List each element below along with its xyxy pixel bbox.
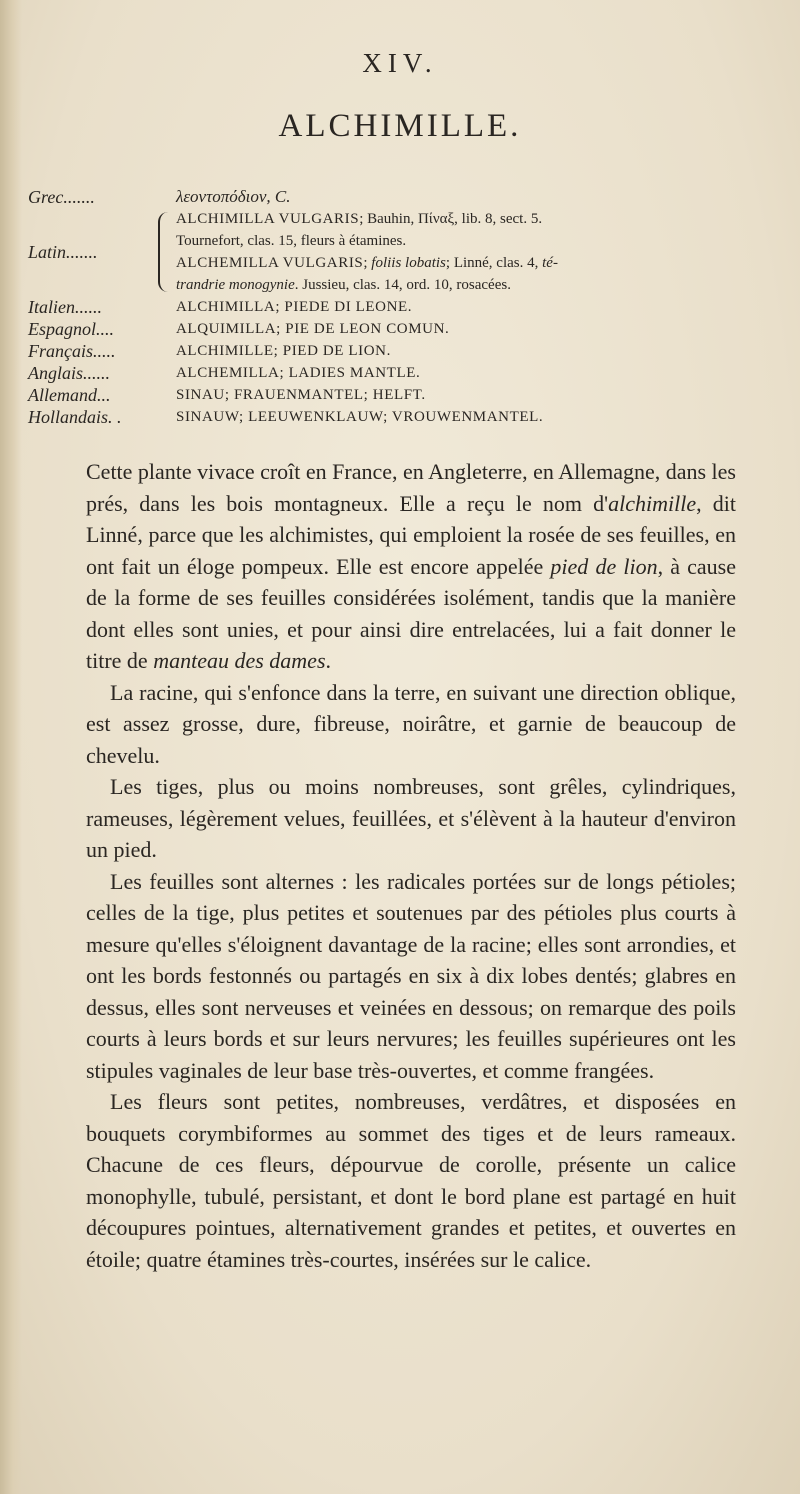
paragraph-feuilles: Les feuilles sont alternes : les radicales portées sur de longs pétioles; celles de la tige, plus petites et soutenues par des pétioles plus courts à mesure qu'elles s'éloignent davantage de la racine; elles sont arrondies, et ont les bords festonnés ou partagés en six à dix lobes dentés; glabres en dessus, elles sont nerveuses et veinées en dessous; on remarque des poils courts à leurs bords et sur leurs nervures; les feuilles supérieures ont les stipules vaginales de leur base très-ouvertes, et comme frangées.: [86, 868, 736, 1083]
paragraph-text: Cette plante vivace croît en France, en Angleterre, en Allemagne, dans les prés, dans les bois montagneux. Elle a reçu le nom d': [86, 459, 736, 516]
latin-name: ALCHIMILLA VULGARIS: [176, 211, 360, 227]
greek-work-title: Πίναξ: [417, 211, 455, 227]
latin-descriptor: té-: [542, 255, 558, 271]
paragraph-text: , à cause de la forme de ses feuilles considérées isolément, tandis que la manière dont elles sont unies, et pour ainsi dire entrelacées, lui a fait donner le titre de: [86, 553, 737, 673]
paragraph-text: .: [325, 648, 332, 673]
latin-synonym-lines: [176, 208, 558, 296]
synonym-value-anglais: ALCHEMILLA; LADIES MANTLE.: [176, 365, 421, 381]
italic-term: pied de lion: [550, 553, 658, 579]
plate-number: XIV.: [362, 48, 438, 78]
latin-line-2: Tournefort, clas. 15, fleurs à étamines.: [176, 233, 407, 249]
plant-name-heading: ALCHIMILLE.: [278, 108, 522, 144]
latin-descriptor: trandrie monogynie: [176, 277, 295, 293]
latin-descriptor: foliis lobatis: [371, 255, 446, 271]
synonym-row-italien: [28, 296, 788, 318]
synonym-value-hollandais: SINAUW; LEEUWENKLAUW; VROUWENMANTEL.: [176, 409, 544, 425]
italic-term: alchimille: [608, 490, 697, 516]
synonym-row-hollandais: [28, 406, 788, 428]
paragraph-habitat: [86, 456, 736, 677]
curly-brace: [158, 212, 172, 292]
language-label-latin: Latin.......: [28, 242, 98, 262]
paragraph-racine: La racine, qui s'enfonce dans la terre, en suivant une direction oblique, est assez grosse, dure, fibreuse, noirâtre, et garnie de beaucoup de chevelu.: [86, 679, 736, 768]
synonym-row-greek: [28, 186, 788, 208]
synonyms-table: [28, 186, 788, 428]
language-label-greek: Grec.......: [28, 187, 95, 207]
synonym-row-latin: [28, 208, 788, 296]
latin-line-4: [176, 274, 558, 296]
latin-citation: . Jussieu, clas. 14, ord. 10, rosacées.: [294, 277, 511, 293]
paragraph-fleurs: Les fleurs sont petites, nombreuses, verdâtres, et disposées en bouquets corymbiformes au sommet des tiges et de leurs rameaux. Chacune de ces fleurs, dépourvue de corolle, présente un calice monophylle, tubulé, persistant, et dont le bord plane est partagé en huit découpures pointues, alternativement grandes et petites, et ouvertes en étoile; quatre étamines très-courtes, insérées sur le calice.: [86, 1089, 736, 1272]
language-label-anglais: Anglais......: [28, 363, 111, 383]
synonym-value-allemand: SINAU; FRAUENMANTEL; HELFT.: [176, 387, 426, 403]
synonym-row-anglais: [28, 362, 788, 384]
language-label-hollandais: Hollandais. .: [28, 407, 122, 427]
italic-term: manteau des dames: [153, 648, 326, 673]
description-text: [86, 456, 736, 1275]
language-label-allemand: Allemand...: [28, 385, 111, 405]
latin-name: ALCHEMILLA VULGARIS: [176, 255, 364, 271]
synonym-value-francais: ALCHIMILLE; PIED DE LION.: [176, 343, 391, 359]
latin-citation: ; Linné, clas. 4,: [445, 255, 543, 271]
latin-citation: ;: [363, 255, 372, 271]
synonym-value-greek: λεοντοπόδιον, C.: [176, 187, 291, 206]
latin-citation: , lib. 8, sect. 5.: [454, 211, 543, 227]
paragraph-text: , dit Linné, parce que les alchimistes, qui emploient la rosée de ses feuilles, en ont fait un éloge pompeux. Elle est encore appelée: [86, 490, 736, 579]
language-label-francais: Français.....: [28, 341, 116, 361]
language-label-italien: Italien......: [28, 297, 102, 317]
paragraph-tiges: Les tiges, plus ou moins nombreuses, sont grêles, cylindriques, rameuses, légèrement velues, feuillées, et s'élèvent à la hauteur d'environ un pied.: [86, 774, 736, 862]
latin-line-3: [176, 252, 558, 274]
synonym-value-italien: ALCHIMILLA; PIEDE DI LEONE.: [176, 299, 413, 315]
latin-citation: ; Bauhin,: [359, 211, 418, 227]
synonym-row-francais: [28, 340, 788, 362]
latin-line-1: [176, 208, 558, 230]
synonym-row-espagnol: [28, 318, 788, 340]
language-label-espagnol: Espagnol....: [28, 319, 115, 339]
synonym-row-allemand: [28, 384, 788, 406]
page-spine-shadow: [0, 0, 22, 1494]
synonym-value-espagnol: ALQUIMILLA; PIE DE LEON COMUN.: [176, 321, 450, 337]
